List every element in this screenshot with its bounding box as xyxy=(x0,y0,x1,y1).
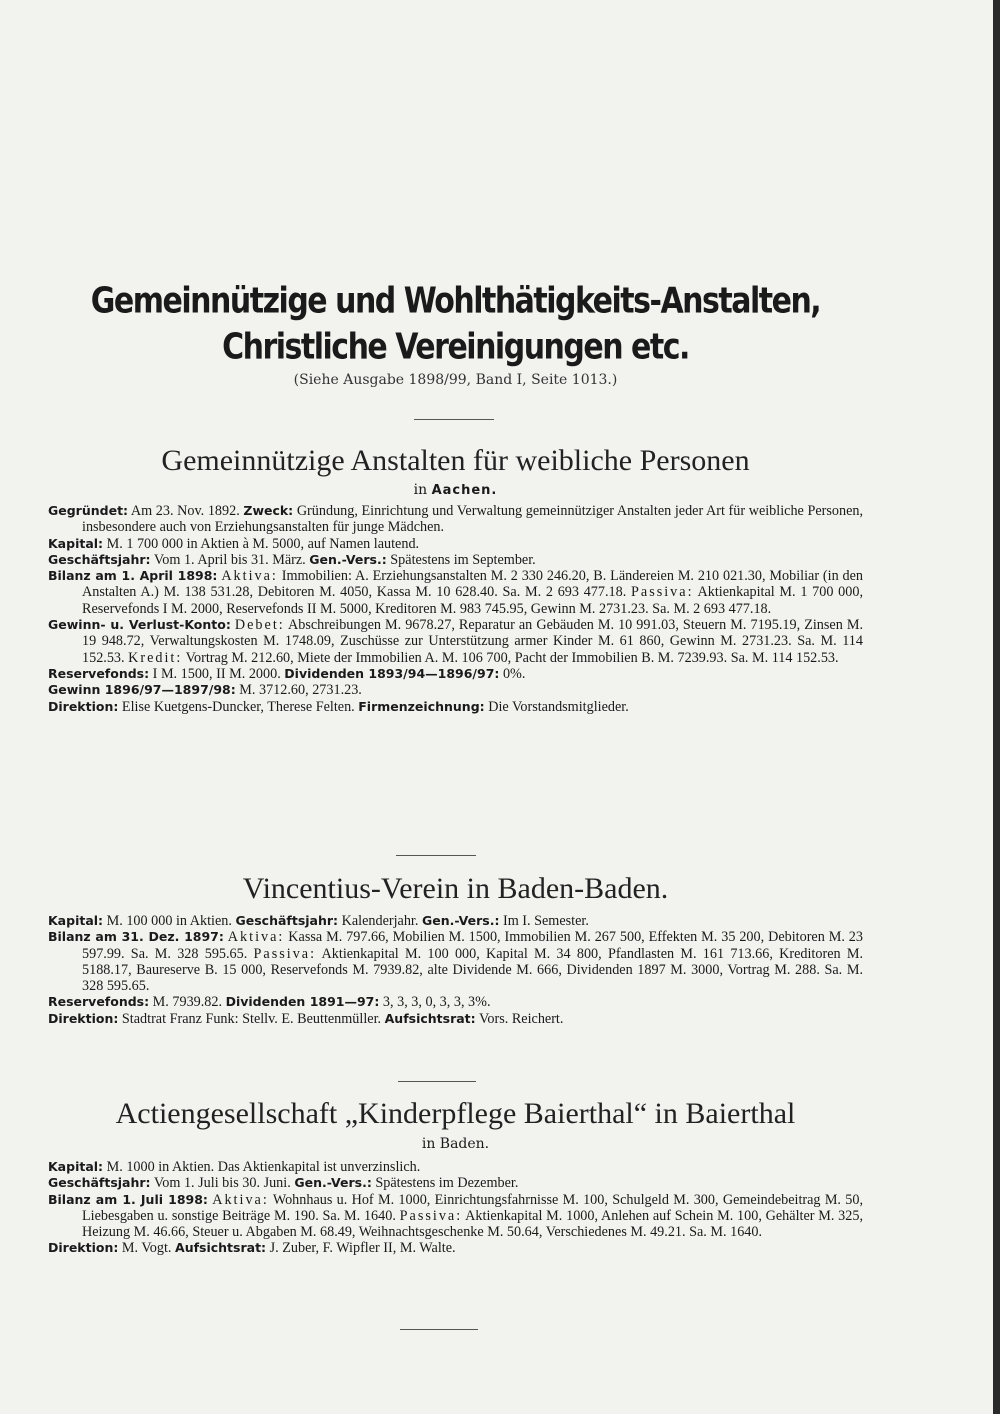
entry-direktion: Direktion: Stadtrat Franz Funk: Stellv. E. Beuttenmüller. Aufsichtsrat: Vors. Reichert. xyxy=(48,1010,564,1027)
entry-gewinn: Gewinn 1896/97—1897/98: M. 3712.60, 2731.23. xyxy=(48,682,362,699)
divider xyxy=(398,1081,476,1082)
entry-bilanz: Bilanz am 1. Juli 1898: Aktiva: Wohnhaus u. Hof M. 1000, Einrichtungsfahrnisse M. 100, Schulgeld M. 300, Gemeindebeitrag M. 50, Liebesgaben u. sonstige Beiträge M. 190. Sa. M. 1640. Passiva: Aktienkapital M. 1000, Anlehen auf Schein M. 100, Gehälter M. 325, Heizung M. 46.66, Steuer u. Abgaben M. 68.49, Weihnachtsgeschenke M. 50.64, Verschiedenes M. 49.21. Sa. M. 1640. xyxy=(48,1191,864,1241)
page-edge xyxy=(993,0,1000,1414)
main-title-line-2: Christliche Vereinigungen etc. xyxy=(222,326,689,369)
entry-geschaeftsjahr: Geschäftsjahr: Vom 1. April bis 31. März. Gen.-Vers.: Spätestens im September. xyxy=(48,551,536,568)
entry-kapital: Kapital: M. 100 000 in Aktien. Geschäftsjahr: Kalenderjahr. Gen.-Vers.: Im I. Semester. xyxy=(48,913,589,929)
entry-bilanz: Bilanz am 1. April 1898: Aktiva: Immobilien: A. Erziehungsanstalten M. 2 330 246.20, B. Ländereien M. 210 021.30, Mobiliar (in den Anstalten A.) M. 138 531.28, Debitoren M. 4050, Kassa M. 10 628.40. Sa. M. 2 693 477.18. Passiva: Aktienkapital M. 1 700 000, Reservefonds I M. 2000, Reservefonds II M. 5000, Kreditoren M. 983 745.95, Gewinn M. 2731.23. Sa. M. 2 693 477.18. xyxy=(48,568,864,617)
section-body-aachen xyxy=(48,503,863,715)
entry-bilanz: Bilanz am 31. Dez. 1897: Aktiva: Kassa M. 797.66, Mobilien M. 1500, Immobilien M. 267 500, Effekten M. 35 200, Debitoren M. 23 597.99. Sa. M. 328 595.65. Passiva: Aktienkapital M. 100 000, Kapital M. 34 800, Pfandlasten M. 161 713.66, Kreditoren M. 5188.17, Baureserve B. 15 000, Reservefonds M. 7939.82, alte Dividende M. 666, Dividenden 1897 M. 3000, Vortrag M. 288. Sa. M. 328 595.65. xyxy=(48,929,863,995)
divider xyxy=(414,419,494,420)
entry-direktion: Direktion: M. Vogt. Aufsichtsrat: J. Zuber, F. Wipfler II, M. Walte. xyxy=(48,1240,456,1257)
section-body-vincentius xyxy=(48,913,863,1027)
divider xyxy=(400,1329,478,1330)
section-title-aachen: Gemeinnützige Anstalten für weibliche Personen xyxy=(161,444,750,477)
entry-kapital: Kapital: M. 1000 in Aktien. Das Aktienkapital ist unverzinslich. xyxy=(48,1159,421,1175)
section-body-kinderpflege xyxy=(48,1159,863,1257)
entry-reservefonds: Reservefonds: I M. 1500, II M. 2000. Dividenden 1893/94—1896/97: 0%. xyxy=(48,665,526,682)
section-location-aachen xyxy=(48,482,863,498)
entry-direktion: Direktion: Elise Kuetgens-Duncker, Therese Felten. Firmenzeichnung: Die Vorstandsmitglieder. xyxy=(48,698,629,715)
section-title-vincentius: Vincentius-Verein in Baden-Baden. xyxy=(242,872,669,905)
section-title-kinderpflege: Actiengesellschaft „Kinderpflege Baierthal“ in Baierthal xyxy=(115,1097,796,1130)
main-title-line-1: Gemeinnützige und Wohlthätigkeits-Anstalten, xyxy=(90,280,821,323)
location-prefix: in xyxy=(413,482,428,498)
section-location-kinderpflege: in Baden. xyxy=(421,1136,490,1152)
entry-reservefonds: Reservefonds: M. 7939.82. Dividenden 1891—97: 3, 3, 3, 0, 3, 3, 3%. xyxy=(48,994,491,1011)
reference-note: (Siehe Ausgabe 1898/99, Band I, Seite 1013.) xyxy=(293,372,618,388)
entry-gegruendet: Gegründet: Am 23. Nov. 1892. Zweck: Gründung, Einrichtung und Verwaltung gemeinnütziger Anstalten jeder Art für weibliche Personen, insbesondere auch von Erziehungsanstalten für junge Mädchen. xyxy=(48,503,864,536)
divider xyxy=(396,855,476,856)
entry-kapital: Kapital: M. 1 700 000 in Aktien à M. 5000, auf Namen lautend. xyxy=(48,535,420,552)
entry-gewinn-verlust: Gewinn- u. Verlust-Konto: Debet: Abschreibungen M. 9678.27, Reparatur an Gebäuden M. 10 991.03, Steuern M. 7195.19, Zinsen M. 19 948.72, Verwaltungskosten M. 1748.09, Zuschüsse zur Unterstützung armer Kinder M. 61 860, Gewinn M. 2731.23. Sa. M. 114 152.53. Kredit: Vortrag M. 212.60, Miete der Immobilien A. M. 106 700, Pacht der Immobilien B. M. 7239.93. Sa. M. 114 152.53. xyxy=(48,617,864,666)
location-name: Aachen. xyxy=(431,483,498,498)
entry-geschaeftsjahr: Geschäftsjahr: Vom 1. Juli bis 30. Juni. Gen.-Vers.: Spätestens im Dezember. xyxy=(48,1175,519,1192)
